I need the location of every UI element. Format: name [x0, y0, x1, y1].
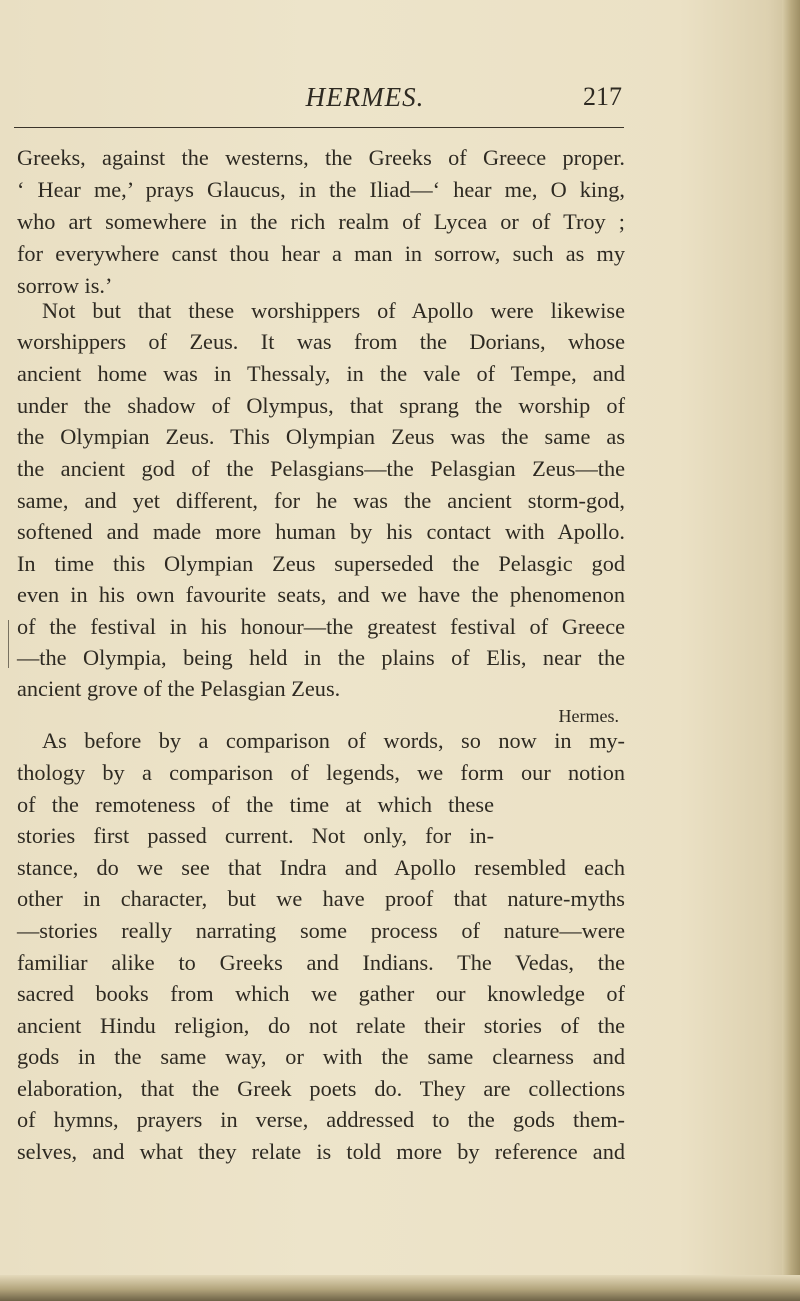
text-line: selves, and what they relate is told more by reference and	[17, 1139, 625, 1164]
text-line: Greeks, against the westerns, the Greeks of Greece proper.	[17, 145, 625, 170]
page-edge-shadow	[782, 0, 800, 1301]
text-line: sorrow is.’	[17, 273, 113, 298]
text-line: under the shadow of Olympus, that sprang the worship of	[17, 393, 625, 418]
text-line: ancient home was in Thessaly, in the vale of Tempe, and	[17, 361, 625, 386]
page-bottom-edge	[0, 1275, 800, 1301]
text-line: —the Olympia, being held in the plains of Elis, near the	[17, 645, 625, 670]
text-line: other in character, but we have proof that nature-myths	[17, 886, 625, 911]
text-line: same, and yet different, for he was the ancient storm-god,	[17, 488, 625, 513]
text-line: sacred books from which we gather our knowledge of	[17, 981, 625, 1006]
text-line: stance, do we see that Indra and Apollo resembled each	[17, 855, 625, 880]
page-number: 217	[583, 82, 622, 111]
text-line: thology by a comparison of legends, we form our notion	[17, 760, 625, 785]
text-line: elaboration, that the Greek poets do. They are collections	[17, 1076, 625, 1101]
text-line: ancient Hindu religion, do not relate their stories of the	[17, 1013, 625, 1038]
text-line: the Olympian Zeus. This Olympian Zeus was the same as	[17, 424, 625, 449]
text-line: even in his own favourite seats, and we have the phenomenon	[17, 582, 625, 607]
text-line: for everywhere canst thou hear a man in sorrow, such as my	[17, 241, 625, 266]
running-head	[0, 80, 800, 120]
text-line: worshippers of Zeus. It was from the Dorians, whose	[17, 329, 625, 354]
margin-mark	[8, 620, 9, 668]
text-line: of hymns, prayers in verse, addressed to the gods them-	[17, 1107, 625, 1132]
text-line: ancient grove of the Pelasgian Zeus.	[17, 676, 341, 701]
side-note: Hermes.	[558, 706, 619, 726]
text-line: the ancient god of the Pelasgians—the Pelasgian Zeus—the	[17, 456, 625, 481]
text-line: As before by a comparison of words, so now in my-	[42, 728, 625, 753]
text-line: who art somewhere in the rich realm of Lycea or of Troy ;	[17, 209, 625, 234]
text-line: stories first passed current. Not only, for in-	[17, 823, 494, 848]
header-rule	[14, 127, 624, 128]
text-line: of the remoteness of the time at which these	[17, 792, 494, 817]
text-line: —stories really narrating some process of nature—were	[17, 918, 625, 943]
text-line: of the festival in his honour—the greatest festival of Greece	[17, 614, 625, 639]
text-line: Not but that these worshippers of Apollo were likewise	[42, 298, 625, 323]
text-line: gods in the same way, or with the same clearness and	[17, 1044, 625, 1069]
text-line: familiar alike to Greeks and Indians. The Vedas, the	[17, 950, 625, 975]
text-line: softened and made more human by his contact with Apollo.	[17, 519, 625, 544]
text-line: ‘ Hear me,’ prays Glaucus, in the Iliad—‘ hear me, O king,	[17, 177, 625, 202]
running-title: HERMES.	[305, 82, 425, 112]
text-line: In time this Olympian Zeus superseded the Pelasgic god	[17, 551, 625, 576]
